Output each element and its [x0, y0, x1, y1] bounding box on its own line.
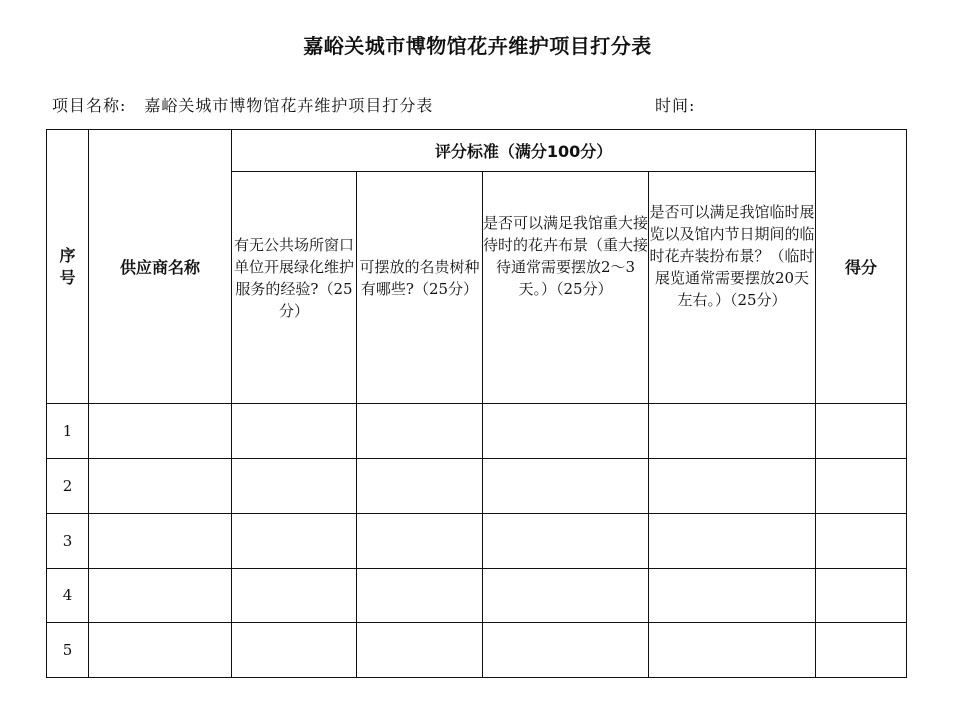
total-score-cell[interactable]	[816, 568, 907, 623]
total-score-cell[interactable]	[816, 623, 907, 678]
score-cell-criterion-1[interactable]	[232, 459, 357, 514]
score-cell-criterion-1[interactable]	[232, 404, 357, 459]
header-score: 得分	[816, 130, 907, 404]
supplier-cell[interactable]	[89, 623, 232, 678]
score-cell-criterion-3[interactable]	[483, 623, 649, 678]
score-cell-criterion-1[interactable]	[232, 513, 357, 568]
row-number: 1	[47, 404, 89, 459]
score-cell-criterion-2[interactable]	[357, 404, 483, 459]
score-cell-criterion-3[interactable]	[483, 568, 649, 623]
supplier-cell[interactable]	[89, 404, 232, 459]
score-cell-criterion-2[interactable]	[357, 459, 483, 514]
project-name-value: 嘉峪关城市博物馆花卉维护项目打分表	[144, 96, 434, 115]
document-title: 嘉峪关城市博物馆花卉维护项目打分表	[303, 34, 652, 58]
score-cell-criterion-1[interactable]	[232, 623, 357, 678]
score-cell-criterion-4[interactable]	[649, 404, 816, 459]
supplier-cell[interactable]	[89, 513, 232, 568]
row-number: 3	[47, 513, 89, 568]
score-cell-criterion-4[interactable]	[649, 623, 816, 678]
scoring-table	[46, 129, 907, 678]
header-seq	[47, 130, 89, 404]
table-row	[47, 459, 907, 514]
row-number: 5	[47, 623, 89, 678]
time-line	[655, 93, 695, 116]
score-cell-criterion-2[interactable]	[357, 568, 483, 623]
total-score-cell[interactable]	[816, 404, 907, 459]
criterion-3: 是否可以满足我馆重大接待时的花卉布景（重大接待通常需要摆放2～3天。）（25分）	[483, 171, 649, 404]
row-number: 4	[47, 568, 89, 623]
table-row	[47, 404, 907, 459]
score-cell-criterion-3[interactable]	[483, 459, 649, 514]
project-name-label: 项目名称:	[52, 96, 127, 115]
project-name-line	[52, 93, 433, 116]
header-criteria-group: 评分标准（满分100分）	[232, 130, 816, 172]
supplier-cell[interactable]	[89, 568, 232, 623]
table-row	[47, 513, 907, 568]
score-cell-criterion-1[interactable]	[232, 568, 357, 623]
table-row	[47, 623, 907, 678]
score-cell-criterion-4[interactable]	[649, 513, 816, 568]
criterion-4: 是否可以满足我馆临时展览以及馆内节日期间的临时花卉装扮布景？（临时展览通常需要摆放20天左右。）（25分）	[649, 171, 816, 404]
score-cell-criterion-3[interactable]	[483, 513, 649, 568]
header-supplier: 供应商名称	[89, 130, 232, 404]
score-cell-criterion-2[interactable]	[357, 623, 483, 678]
time-label: 时间:	[655, 96, 696, 115]
total-score-cell[interactable]	[816, 459, 907, 514]
score-cell-criterion-4[interactable]	[649, 459, 816, 514]
total-score-cell[interactable]	[816, 513, 907, 568]
score-cell-criterion-4[interactable]	[649, 568, 816, 623]
row-number: 2	[47, 459, 89, 514]
header-seq-label: 序号	[59, 245, 76, 287]
supplier-cell[interactable]	[89, 459, 232, 514]
criterion-1: 有无公共场所窗口单位开展绿化维护服务的经验?（25分）	[232, 171, 357, 404]
score-cell-criterion-2[interactable]	[357, 513, 483, 568]
score-cell-criterion-3[interactable]	[483, 404, 649, 459]
table-row	[47, 568, 907, 623]
criterion-2: 可摆放的名贵树种有哪些?（25分）	[357, 171, 483, 404]
